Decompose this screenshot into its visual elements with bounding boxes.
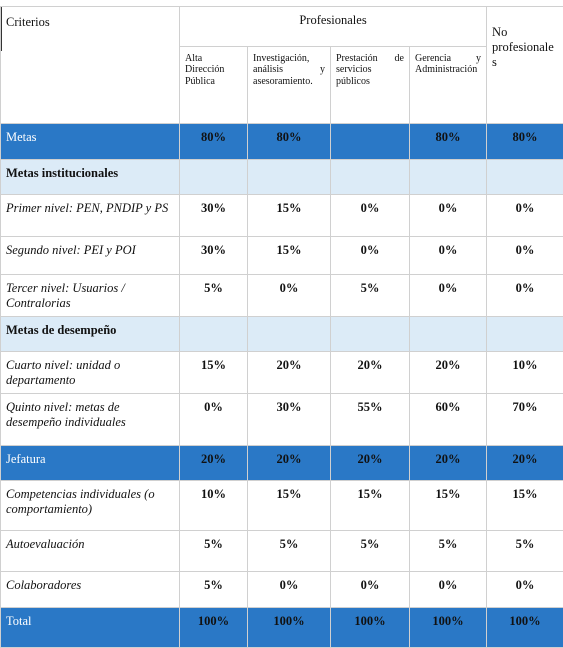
subheader-line — [253, 64, 325, 76]
cell-value: 0% — [331, 572, 410, 608]
row-colaboradores — [1, 572, 563, 608]
row-label: Metas institucionales — [1, 160, 180, 195]
cell-value: 80% — [410, 124, 487, 160]
header-criterios: Criterios — [1, 7, 180, 124]
row-metas-desempeno — [1, 317, 563, 352]
subheader-line: públicos — [336, 76, 404, 88]
cell-value: 100% — [410, 608, 487, 648]
row-metas-institucionales — [1, 160, 563, 195]
row-metas — [1, 124, 563, 160]
cell-value: 55% — [331, 394, 410, 446]
cell-value: 80% — [487, 124, 563, 160]
cell-value: 20% — [331, 352, 410, 394]
header-np-line1: No — [492, 25, 558, 40]
subheader-line: Dirección — [185, 64, 242, 76]
subheader-word: Gerencia — [415, 53, 451, 64]
row-label: Metas de desempeño — [1, 317, 180, 352]
cell-empty — [180, 317, 248, 352]
row-label: Cuarto nivel: unidad o departamento — [1, 352, 180, 394]
row-tercer-nivel — [1, 275, 563, 317]
subheader-line — [336, 53, 404, 65]
cell-value: 30% — [180, 195, 248, 237]
cell-empty — [410, 160, 487, 195]
cell-empty — [410, 317, 487, 352]
row-label: Autoevaluación — [1, 531, 180, 572]
cell-value: 5% — [248, 531, 331, 572]
cell-empty — [248, 160, 331, 195]
cell-empty — [180, 160, 248, 195]
subheader-line: Administración — [415, 64, 481, 76]
cell-value: 20% — [248, 352, 331, 394]
cell-value: 15% — [248, 195, 331, 237]
row-label: Competencias individuales (o comportamiento) — [1, 481, 180, 531]
row-label: Quinto nivel: metas de desempeño individuales — [1, 394, 180, 446]
row-label: Primer nivel: PEN, PNDIP y PS — [1, 195, 180, 237]
cell-value: 0% — [410, 275, 487, 317]
cell-value: 5% — [410, 531, 487, 572]
cell-value: 20% — [180, 446, 248, 481]
subheader-alta-direccion — [180, 46, 248, 123]
cell-value: 5% — [331, 531, 410, 572]
cell-value: 20% — [410, 446, 487, 481]
cell-value: 0% — [487, 275, 563, 317]
cell-value: 30% — [248, 394, 331, 446]
cell-value: 100% — [180, 608, 248, 648]
cell-value: 0% — [331, 237, 410, 275]
subheader-line — [415, 53, 481, 65]
row-cuarto-nivel — [1, 352, 563, 394]
subheader-word: y — [476, 53, 481, 64]
row-jefatura — [1, 446, 563, 481]
cell-value: 0% — [248, 275, 331, 317]
subheader-line: Investigación, — [253, 53, 325, 65]
cell-value: 0% — [410, 195, 487, 237]
cell-value: 15% — [180, 352, 248, 394]
subheader-line: Pública — [185, 76, 242, 88]
header-no-profesionales — [487, 7, 563, 124]
evaluation-criteria-table — [0, 6, 563, 648]
row-primer-nivel — [1, 195, 563, 237]
cell-value: 15% — [248, 481, 331, 531]
cell-empty — [487, 317, 563, 352]
header-np-line2: profesionale — [492, 40, 558, 55]
row-total — [1, 608, 563, 648]
cell-value: 0% — [487, 237, 563, 275]
row-label: Segundo nivel: PEI y POI — [1, 237, 180, 275]
cell-value: 5% — [180, 275, 248, 317]
subheader-word: de — [395, 53, 404, 64]
row-competencias — [1, 481, 563, 531]
cell-value: 15% — [248, 237, 331, 275]
cell-value: 5% — [331, 275, 410, 317]
cell-empty — [331, 317, 410, 352]
cell-value: 10% — [487, 352, 563, 394]
row-label: Total — [1, 608, 180, 648]
row-label: Jefatura — [1, 446, 180, 481]
row-label: Colaboradores — [1, 572, 180, 608]
cell-value: 100% — [487, 608, 563, 648]
cell-value: 100% — [248, 608, 331, 648]
cell-value — [331, 124, 410, 160]
row-quinto-nivel — [1, 394, 563, 446]
cell-value: 30% — [180, 237, 248, 275]
cell-value: 20% — [410, 352, 487, 394]
cell-value: 0% — [331, 195, 410, 237]
subheader-line: Alta — [185, 53, 242, 65]
cell-value: 5% — [180, 531, 248, 572]
cell-value: 10% — [180, 481, 248, 531]
cell-empty — [248, 317, 331, 352]
cell-empty — [487, 160, 563, 195]
row-autoevaluacion — [1, 531, 563, 572]
cell-value: 0% — [487, 195, 563, 237]
subheader-gerencia — [410, 46, 487, 123]
cell-value: 80% — [180, 124, 248, 160]
cell-value: 15% — [487, 481, 563, 531]
cell-value: 20% — [248, 446, 331, 481]
cell-value: 0% — [410, 572, 487, 608]
row-label: Tercer nivel: Usuarios / Contralorias — [1, 275, 180, 317]
subheader-word: análisis — [253, 64, 283, 75]
subheader-word: y — [320, 64, 325, 75]
header-row-1 — [1, 7, 563, 47]
subheader-word: Prestación — [336, 53, 378, 64]
header-profesionales: Profesionales — [180, 7, 487, 47]
cell-value: 100% — [331, 608, 410, 648]
cell-value: 0% — [487, 572, 563, 608]
subheader-investigacion — [248, 46, 331, 123]
cell-value: 0% — [180, 394, 248, 446]
cell-value: 0% — [248, 572, 331, 608]
subheader-line: servicios — [336, 64, 404, 76]
cell-value: 80% — [248, 124, 331, 160]
cell-value: 5% — [180, 572, 248, 608]
row-segundo-nivel — [1, 237, 563, 275]
subheader-line: asesoramiento. — [253, 76, 325, 88]
cell-value: 0% — [410, 237, 487, 275]
cell-value: 5% — [487, 531, 563, 572]
cell-empty — [331, 160, 410, 195]
cell-value: 70% — [487, 394, 563, 446]
cell-value: 15% — [331, 481, 410, 531]
cell-value: 20% — [331, 446, 410, 481]
cell-value: 15% — [410, 481, 487, 531]
cell-value: 20% — [487, 446, 563, 481]
row-label: Metas — [1, 124, 180, 160]
header-np-line3: s — [492, 55, 558, 70]
cell-value: 60% — [410, 394, 487, 446]
subheader-prestacion — [331, 46, 410, 123]
